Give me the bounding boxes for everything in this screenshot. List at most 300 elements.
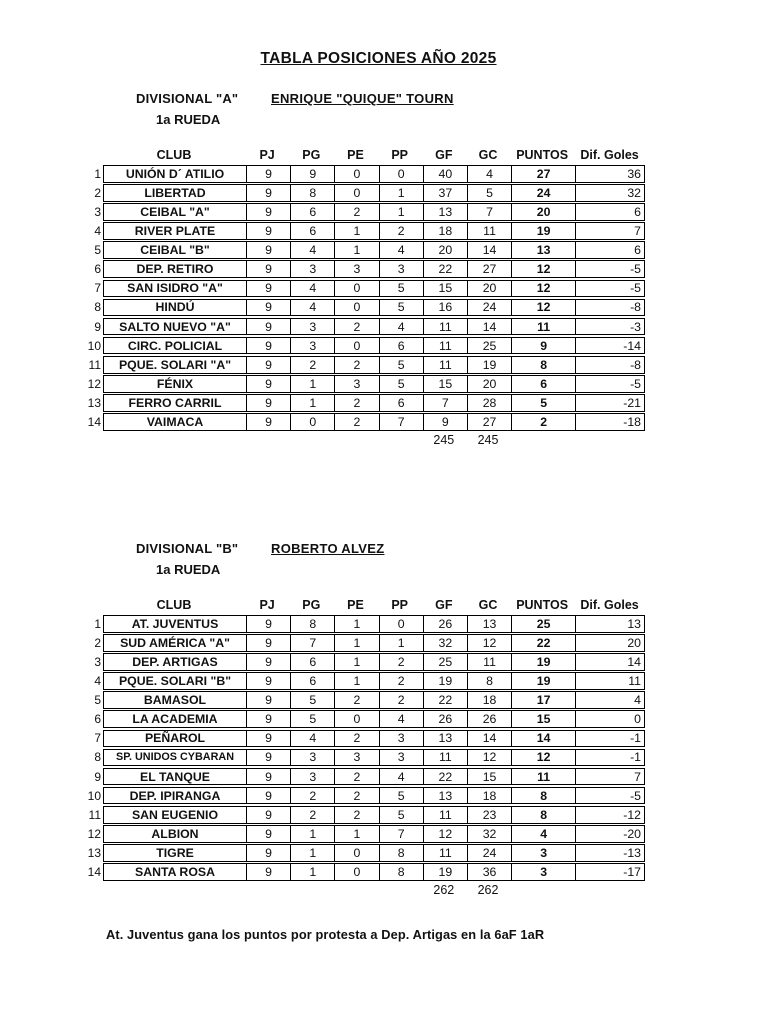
column-header: PP	[391, 148, 408, 162]
gf-cell: 15	[423, 376, 467, 392]
club-name-cell: BAMASOL	[143, 693, 207, 708]
dif-cell: 11	[575, 673, 644, 689]
dif-cell: -21	[575, 395, 644, 411]
gc-cell: 7	[467, 204, 511, 220]
club-name-cell: VAIMACA	[146, 415, 204, 430]
club-name-cell: SALTO NUEVO "A"	[119, 319, 231, 334]
puntos-cell: 12	[511, 300, 575, 316]
club-name-cell: ALBION	[151, 826, 199, 841]
footer-note: At. Juventus gana los puntos por protesta a Dep. Artigas en la 6aF 1aR	[106, 927, 545, 942]
pg-cell: 6	[290, 654, 334, 670]
pe-cell: 1	[334, 673, 378, 689]
pg-cell: 5	[290, 711, 334, 727]
pe-cell: 0	[334, 711, 378, 727]
gf-cell: 19	[423, 864, 467, 880]
pe-cell: 3	[334, 261, 378, 277]
pp-cell: 1	[379, 204, 423, 220]
pg-cell: 6	[290, 673, 334, 689]
pp-cell: 2	[379, 673, 423, 689]
position-number: 9	[94, 769, 101, 784]
table-row	[94, 749, 645, 767]
club-name-cell: EL TANQUE	[140, 769, 210, 784]
club-name-cell: AT. JUVENTUS	[131, 616, 219, 631]
column-header: PE	[347, 148, 364, 162]
pp-cell: 2	[379, 654, 423, 670]
dif-cell: -8	[575, 300, 644, 316]
pp-cell: 1	[379, 635, 423, 651]
pj-cell: 9	[246, 731, 290, 747]
pg-cell: 1	[290, 376, 334, 392]
pj-cell: 9	[246, 242, 290, 258]
pp-cell: 5	[379, 357, 423, 373]
total-gc: 245	[477, 433, 499, 448]
puntos-cell: 11	[511, 769, 575, 785]
puntos-cell: 5	[511, 395, 575, 411]
pp-cell: 4	[379, 769, 423, 785]
pp-cell: 4	[379, 319, 423, 335]
table-row	[87, 825, 645, 843]
dif-cell: -12	[575, 807, 644, 823]
gc-cell: 15	[467, 769, 511, 785]
pp-cell: 4	[379, 711, 423, 727]
gc-cell: 20	[467, 281, 511, 297]
table-header-row	[103, 147, 645, 163]
puntos-cell: 14	[511, 731, 575, 747]
position-number: 14	[87, 415, 101, 430]
gf-cell: 11	[423, 750, 467, 766]
table-row	[94, 260, 645, 278]
column-header: PG	[302, 148, 321, 162]
pj-cell: 9	[246, 616, 290, 632]
club-name-cell: SAN EUGENIO	[131, 807, 219, 822]
table-row	[94, 768, 645, 786]
gc-cell: 26	[467, 711, 511, 727]
dif-cell: 6	[575, 242, 644, 258]
table-row	[94, 165, 645, 183]
position-number: 11	[88, 807, 101, 822]
pj-cell: 9	[246, 204, 290, 220]
puntos-cell: 2	[511, 414, 575, 430]
position-number: 1	[94, 166, 101, 181]
pe-cell: 2	[334, 769, 378, 785]
dif-cell: -3	[575, 319, 644, 335]
pg-cell: 2	[290, 357, 334, 373]
table-row	[94, 203, 645, 221]
pj-cell: 9	[246, 395, 290, 411]
puntos-cell: 6	[511, 376, 575, 392]
pj-cell: 9	[246, 376, 290, 392]
gf-cell: 26	[423, 711, 467, 727]
column-header: PUNTOS	[516, 598, 569, 612]
gc-cell: 27	[467, 414, 511, 430]
pe-cell: 0	[334, 166, 378, 182]
pg-cell: 6	[290, 223, 334, 239]
gc-cell: 11	[467, 223, 511, 239]
column-header: GF	[435, 598, 453, 612]
club-name-cell: HINDÚ	[155, 300, 195, 315]
dif-cell: 36	[575, 166, 644, 182]
pe-cell: 2	[334, 319, 378, 335]
totals-row	[103, 433, 645, 448]
table-row	[87, 337, 645, 355]
pg-cell: 1	[290, 864, 334, 880]
pj-cell: 9	[246, 319, 290, 335]
gc-cell: 25	[467, 338, 511, 354]
pe-cell: 1	[334, 223, 378, 239]
tournament-name: ENRIQUE "QUIQUE" TOURN	[271, 91, 454, 106]
gc-cell: 23	[467, 807, 511, 823]
pj-cell: 9	[246, 654, 290, 670]
pg-cell: 0	[290, 414, 334, 430]
table-row	[87, 413, 645, 431]
gc-cell: 14	[467, 242, 511, 258]
pg-cell: 9	[290, 166, 334, 182]
dif-cell: 4	[575, 692, 644, 708]
position-number: 9	[94, 319, 101, 334]
pg-cell: 4	[290, 731, 334, 747]
dif-cell: -13	[575, 845, 644, 861]
puntos-cell: 12	[511, 281, 575, 297]
table-row	[88, 806, 645, 824]
position-number: 2	[94, 635, 101, 650]
column-header: PP	[391, 598, 408, 612]
pp-cell: 0	[379, 166, 423, 182]
column-header: PE	[347, 598, 364, 612]
gc-cell: 24	[467, 300, 511, 316]
pp-cell: 2	[379, 223, 423, 239]
gc-cell: 8	[467, 673, 511, 689]
puntos-cell: 19	[511, 654, 575, 670]
pe-cell: 2	[334, 395, 378, 411]
gf-cell: 22	[423, 692, 467, 708]
dif-cell: -1	[575, 731, 644, 747]
gc-cell: 5	[467, 185, 511, 201]
pj-cell: 9	[246, 261, 290, 277]
column-header: GC	[478, 148, 498, 162]
pe-cell: 1	[334, 654, 378, 670]
puntos-cell: 15	[511, 711, 575, 727]
pg-cell: 2	[290, 807, 334, 823]
table-row	[88, 356, 645, 374]
table-row	[94, 672, 645, 690]
gc-cell: 12	[467, 750, 511, 766]
column-header: PG	[302, 598, 321, 612]
pe-cell: 0	[334, 338, 378, 354]
gc-cell: 13	[467, 616, 511, 632]
position-number: 6	[94, 262, 101, 277]
pg-cell: 1	[290, 845, 334, 861]
dif-cell: -20	[575, 826, 644, 842]
dif-cell: -17	[575, 864, 644, 880]
puntos-cell: 19	[511, 673, 575, 689]
pe-cell: 1	[334, 242, 378, 258]
column-header: CLUB	[156, 148, 192, 162]
pj-cell: 9	[246, 185, 290, 201]
totals-row	[103, 883, 645, 898]
division-label: DIVISIONAL "A"	[136, 91, 239, 106]
column-header: GC	[478, 598, 498, 612]
table-row	[94, 653, 645, 671]
pg-cell: 5	[290, 692, 334, 708]
pe-cell: 3	[334, 376, 378, 392]
gc-cell: 18	[467, 692, 511, 708]
dif-cell: -1	[575, 750, 644, 766]
table-row	[94, 280, 645, 298]
dif-cell: -5	[575, 376, 644, 392]
position-number: 12	[87, 826, 101, 841]
gc-cell: 24	[467, 845, 511, 861]
gf-cell: 13	[423, 788, 467, 804]
club-name-cell: SAN ISIDRO "A"	[127, 281, 223, 296]
gc-cell: 18	[467, 788, 511, 804]
puntos-cell: 12	[511, 750, 575, 766]
gc-cell: 20	[467, 376, 511, 392]
club-name-cell: CIRC. POLICIAL	[127, 338, 223, 353]
gf-cell: 11	[423, 357, 467, 373]
puntos-cell: 8	[511, 807, 575, 823]
club-name-cell: LA ACADEMIA	[132, 712, 218, 727]
club-name-cell: FÉNIX	[156, 376, 194, 391]
club-name-cell: DEP. IPIRANGA	[129, 788, 221, 803]
pe-cell: 2	[334, 692, 378, 708]
pj-cell: 9	[246, 300, 290, 316]
position-number: 1	[94, 616, 101, 631]
position-number: 2	[94, 185, 101, 200]
gf-cell: 11	[423, 845, 467, 861]
pj-cell: 9	[246, 635, 290, 651]
position-number: 10	[87, 338, 101, 353]
gf-cell: 11	[423, 319, 467, 335]
pj-cell: 9	[246, 281, 290, 297]
gf-cell: 20	[423, 242, 467, 258]
pp-cell: 2	[379, 692, 423, 708]
pg-cell: 4	[290, 281, 334, 297]
totals-spacer	[103, 433, 245, 448]
standings-table-b	[87, 597, 645, 898]
pp-cell: 6	[379, 338, 423, 354]
club-name-cell: SUD AMÉRICA "A"	[120, 635, 230, 650]
pj-cell: 9	[246, 338, 290, 354]
pe-cell: 0	[334, 281, 378, 297]
round-label: 1a RUEDA	[156, 112, 221, 127]
pp-cell: 5	[379, 788, 423, 804]
table-header-row	[103, 597, 645, 613]
gf-cell: 22	[423, 261, 467, 277]
pg-cell: 3	[290, 338, 334, 354]
pe-cell: 1	[334, 616, 378, 632]
pe-cell: 2	[334, 414, 378, 430]
pp-cell: 3	[379, 261, 423, 277]
table-row	[94, 222, 645, 240]
dif-cell: -5	[575, 788, 644, 804]
table-body	[87, 615, 645, 881]
pj-cell: 9	[246, 826, 290, 842]
club-name-cell: FERRO CARRIL	[128, 395, 222, 410]
pg-cell: 3	[290, 261, 334, 277]
gf-cell: 7	[423, 395, 467, 411]
total-gc: 262	[477, 883, 499, 898]
gc-cell: 36	[467, 864, 511, 880]
pj-cell: 9	[246, 845, 290, 861]
pp-cell: 5	[379, 300, 423, 316]
gc-cell: 12	[467, 635, 511, 651]
pe-cell: 1	[334, 635, 378, 651]
pp-cell: 6	[379, 395, 423, 411]
position-number: 4	[94, 224, 101, 239]
dif-cell: -8	[575, 357, 644, 373]
table-row	[94, 184, 645, 202]
pj-cell: 9	[246, 711, 290, 727]
puntos-cell: 3	[511, 864, 575, 880]
club-name-cell: LIBERTAD	[144, 185, 206, 200]
column-header: PJ	[259, 598, 275, 612]
gf-cell: 40	[423, 166, 467, 182]
position-number: 8	[94, 300, 101, 315]
dif-cell: 6	[575, 204, 644, 220]
table-body	[87, 165, 645, 431]
pj-cell: 9	[246, 673, 290, 689]
round-label: 1a RUEDA	[156, 562, 221, 577]
table-row	[94, 691, 645, 709]
gc-cell: 11	[467, 654, 511, 670]
pp-cell: 5	[379, 281, 423, 297]
gf-cell: 11	[423, 807, 467, 823]
pj-cell: 9	[246, 223, 290, 239]
pe-cell: 2	[334, 807, 378, 823]
gf-cell: 13	[423, 204, 467, 220]
pp-cell: 0	[379, 616, 423, 632]
column-header: PJ	[259, 148, 275, 162]
position-number: 12	[87, 376, 101, 391]
pe-cell: 2	[334, 204, 378, 220]
division-label: DIVISIONAL "B"	[136, 541, 239, 556]
position-number: 6	[94, 712, 101, 727]
pg-cell: 4	[290, 242, 334, 258]
pe-cell: 0	[334, 864, 378, 880]
total-gf: 262	[433, 883, 455, 898]
table-row	[87, 375, 645, 393]
position-number: 4	[94, 674, 101, 689]
pg-cell: 3	[290, 319, 334, 335]
gf-cell: 22	[423, 769, 467, 785]
pp-cell: 4	[379, 242, 423, 258]
position-number: 13	[87, 845, 101, 860]
puntos-cell: 4	[511, 826, 575, 842]
gf-cell: 12	[423, 826, 467, 842]
puntos-cell: 22	[511, 635, 575, 651]
dif-cell: 0	[575, 711, 644, 727]
column-header: GF	[435, 148, 453, 162]
pg-cell: 1	[290, 826, 334, 842]
gf-cell: 26	[423, 616, 467, 632]
gf-cell: 15	[423, 281, 467, 297]
puntos-cell: 27	[511, 166, 575, 182]
dif-cell: -5	[575, 281, 644, 297]
position-number: 14	[87, 865, 101, 880]
pj-cell: 9	[246, 807, 290, 823]
gf-cell: 19	[423, 673, 467, 689]
gf-cell: 9	[423, 414, 467, 430]
club-name-cell: DEP. ARTIGAS	[132, 654, 218, 669]
pp-cell: 1	[379, 185, 423, 201]
table-row	[87, 863, 645, 881]
gc-cell: 32	[467, 826, 511, 842]
club-name-cell: PQUE. SOLARI "B"	[118, 674, 232, 689]
gf-cell: 11	[423, 338, 467, 354]
club-name-cell: TIGRE	[156, 845, 194, 860]
position-number: 10	[87, 788, 101, 803]
pe-cell: 0	[334, 300, 378, 316]
position-number: 8	[94, 750, 101, 765]
pg-cell: 4	[290, 300, 334, 316]
column-header: PUNTOS	[516, 148, 569, 162]
gf-cell: 37	[423, 185, 467, 201]
table-row	[94, 615, 645, 633]
table-row	[87, 787, 645, 805]
pp-cell: 5	[379, 376, 423, 392]
table-row	[94, 299, 645, 317]
puntos-cell: 9	[511, 338, 575, 354]
pg-cell: 8	[290, 185, 334, 201]
pe-cell: 2	[334, 788, 378, 804]
gc-cell: 14	[467, 731, 511, 747]
pj-cell: 9	[246, 692, 290, 708]
pp-cell: 8	[379, 845, 423, 861]
club-name-cell: CEIBAL "A"	[140, 204, 210, 219]
gf-cell: 18	[423, 223, 467, 239]
pg-cell: 3	[290, 769, 334, 785]
puntos-cell: 11	[511, 319, 575, 335]
puntos-cell: 20	[511, 204, 575, 220]
pp-cell: 3	[379, 750, 423, 766]
dif-cell: -14	[575, 338, 644, 354]
dif-cell: -18	[575, 414, 644, 430]
table-row	[94, 318, 645, 336]
column-header: Dif. Goles	[580, 598, 639, 612]
gf-cell: 25	[423, 654, 467, 670]
club-name-cell: UNIÓN D´ ATILIO	[125, 166, 225, 181]
pg-cell: 8	[290, 616, 334, 632]
totals-spacer	[103, 883, 245, 898]
position-number: 11	[88, 357, 101, 372]
club-name-cell: SANTA ROSA	[135, 865, 215, 880]
club-name-cell: RIVER PLATE	[134, 224, 216, 239]
table-row	[94, 710, 645, 728]
club-name-cell: CEIBAL "B"	[140, 243, 210, 258]
dif-cell: 13	[575, 616, 644, 632]
table-row	[87, 844, 645, 862]
puntos-cell: 24	[511, 185, 575, 201]
puntos-cell: 25	[511, 616, 575, 632]
pe-cell: 2	[334, 731, 378, 747]
puntos-cell: 17	[511, 692, 575, 708]
club-name-cell: DEP. RETIRO	[136, 262, 214, 277]
pe-cell: 0	[334, 845, 378, 861]
pj-cell: 9	[246, 166, 290, 182]
pp-cell: 5	[379, 807, 423, 823]
puntos-cell: 13	[511, 242, 575, 258]
table-row	[87, 394, 645, 412]
pg-cell: 1	[290, 395, 334, 411]
pp-cell: 8	[379, 864, 423, 880]
pg-cell: 2	[290, 788, 334, 804]
page-title: TABLA POSICIONES AÑO 2025	[260, 50, 497, 67]
pe-cell: 0	[334, 185, 378, 201]
dif-cell: 32	[575, 185, 644, 201]
dif-cell: 14	[575, 654, 644, 670]
puntos-cell: 19	[511, 223, 575, 239]
dif-cell: -5	[575, 261, 644, 277]
